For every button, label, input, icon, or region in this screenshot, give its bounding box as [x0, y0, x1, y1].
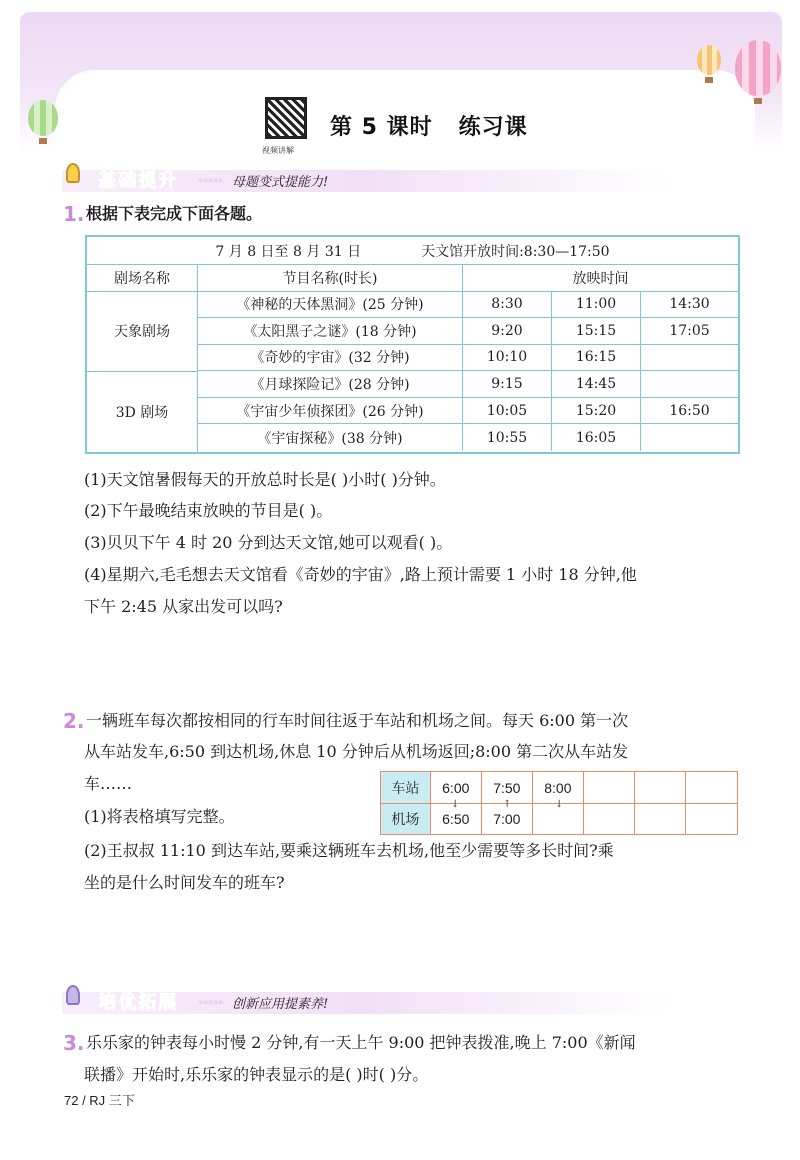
qr-caption: 视频讲解 — [262, 146, 294, 155]
sub-question: (1)天文馆暑假每天的开放总时长是( )小时( )分钟。 — [84, 470, 446, 489]
table-cell: 6:00 — [431, 772, 482, 803]
show-name: 《月球探险记》(28 分钟) — [198, 371, 463, 397]
show-time: 9:15 — [463, 371, 552, 397]
row-header: 机场 — [381, 804, 431, 834]
table-row — [87, 237, 738, 265]
page-footer: 72 / RJ 三下 — [64, 1093, 135, 1108]
blank-cell[interactable] — [635, 772, 686, 803]
row-header: 车站 — [381, 772, 431, 803]
sub-question-continued: 下午 2:45 从家出发可以吗? — [84, 597, 283, 616]
hot-air-balloon-icon — [735, 40, 781, 96]
shows-column — [198, 292, 738, 452]
question-stem: 乐乐家的钟表每小时慢 2 分钟,有一天上午 9:00 把钟表拨准,晚上 7:00《新闻 — [86, 1033, 636, 1052]
table-title-hours: 天文馆开放时间:8:30—17:50 — [421, 243, 610, 260]
show-time: 16:50 — [669, 402, 710, 419]
table-row — [198, 292, 738, 319]
sub-question: (1)将表格填写完整。 — [84, 807, 235, 826]
hot-air-balloon-icon — [28, 100, 58, 136]
show-name: 《神秘的天体黑洞》(25 分钟) — [198, 292, 463, 318]
table-row — [198, 345, 738, 372]
sub-question: (3)贝贝下午 4 时 20 分到达天文馆,她可以观看( )。 — [84, 533, 453, 552]
show-time: 10:10 — [463, 345, 552, 371]
table-title-dates: 7 月 8 日至 8 月 31 日 — [215, 243, 362, 260]
sub-question: (2)王叔叔 11:10 到达车站,要乘这辆班车去机场,他至少需要等多长时间?乘 — [84, 841, 614, 860]
blank-cell[interactable] — [584, 772, 635, 803]
question-stem-continued: 联播》开始时,乐乐家的钟表显示的是( )时( )分。 — [84, 1065, 429, 1084]
hot-air-balloon-icon — [697, 45, 721, 75]
show-time: 10:55 — [463, 424, 552, 451]
question-stem: 根据下表完成下面各题。 — [86, 204, 263, 223]
arrow-down-icon: ↓ — [451, 799, 460, 810]
show-name: 《太阳黑子之谜》(18 分钟) — [198, 318, 463, 344]
section-slogan: 创新应用提素养! — [232, 997, 329, 1012]
show-time: 10:05 — [463, 398, 552, 424]
show-time: 14:45 — [552, 371, 641, 397]
column-header: 节目名称(时长) — [198, 265, 463, 291]
arrow-up-icon: ↑ — [503, 799, 512, 810]
table-row — [198, 424, 738, 451]
question-number: 1. — [63, 202, 85, 226]
sub-question: (4)星期六,毛毛想去天文馆看《奇妙的宇宙》,路上预计需要 1 小时 18 分钟,他 — [84, 565, 637, 584]
balloon-basket-icon — [754, 98, 762, 104]
table-body — [87, 292, 738, 452]
show-name: 《宇宙少年侦探团》(26 分钟) — [198, 398, 463, 424]
sub-question-continued: 坐的是什么时间发车的班车? — [84, 873, 285, 892]
show-time: 8:30 — [463, 292, 552, 318]
show-name: 《宇宙探秘》(38 分钟) — [198, 424, 463, 451]
table-header-row — [87, 265, 738, 292]
lesson-number: 第 5 课时 — [330, 115, 433, 140]
table-title — [87, 237, 738, 264]
table-cell: 7:50 — [482, 772, 533, 803]
blank-cell[interactable] — [635, 804, 686, 834]
question-number: 3. — [63, 1031, 85, 1055]
column-header: 放映时间 — [572, 270, 629, 287]
show-time — [641, 424, 738, 451]
table-row — [198, 318, 738, 345]
arrow-down-icon: ↓ — [555, 799, 564, 810]
lesson-name: 练习课 — [458, 115, 528, 140]
section-title-part: 基础 — [98, 170, 138, 191]
schedule-table — [85, 235, 740, 454]
venue-name: 天象剧场 — [87, 292, 197, 372]
show-time: 15:15 — [552, 318, 641, 344]
question-stem-continued: 从车站发车,6:50 到达机场,休息 10 分钟后从机场返回;8:00 第二次从车站发 — [84, 742, 629, 761]
show-time: 9:20 — [463, 318, 552, 344]
sub-question: (2)下午最晚结束放映的节目是( )。 — [84, 501, 333, 520]
balloon-basket-icon — [39, 138, 47, 144]
page-title — [330, 110, 528, 141]
show-name: 《奇妙的宇宙》(32 分钟) — [198, 345, 463, 371]
question-number: 2. — [63, 709, 85, 733]
section-title-part: 提升 — [138, 170, 178, 191]
blank-cell[interactable] — [686, 772, 737, 803]
balloon-basket-icon — [705, 77, 713, 83]
lightbulb-icon — [66, 163, 80, 183]
section-title-basic — [98, 166, 178, 192]
table-cell: 7:00 — [482, 804, 533, 834]
show-time: 11:00 — [552, 292, 641, 318]
table-cell: 6:50 — [431, 804, 482, 834]
question-stem: 一辆班车每次都按相同的行车时间往返于车站和机场之间。每天 6:00 第一次 — [86, 711, 629, 730]
qr-code-icon[interactable] — [265, 97, 307, 139]
table-row — [198, 398, 738, 425]
column-header: 剧场名称 — [87, 265, 198, 291]
blank-cell[interactable] — [686, 804, 737, 834]
question-stem-continued: 车…… — [84, 774, 133, 793]
decorative-dots: ◦◦◦◦◦ — [198, 998, 223, 1009]
show-time — [641, 371, 738, 397]
show-time: 16:05 — [552, 424, 641, 451]
section-title-part: 培优 — [98, 992, 138, 1013]
blank-cell[interactable] — [584, 804, 635, 834]
section-slogan: 母题变式提能力! — [232, 175, 329, 190]
table-cell: 8:00 — [533, 772, 584, 803]
venue-name: 3D 剧场 — [115, 404, 169, 421]
decorative-dots: ◦◦◦◦◦ — [198, 176, 223, 187]
show-time: 15:20 — [552, 398, 641, 424]
table-row — [198, 371, 738, 398]
show-time: 16:15 — [552, 345, 641, 371]
show-time: 17:05 — [669, 322, 710, 339]
section-title-advanced — [98, 988, 178, 1014]
show-time — [641, 345, 738, 371]
section-title-part: 拓展 — [138, 992, 178, 1013]
rocket-icon — [66, 985, 80, 1005]
venue-column — [87, 292, 198, 452]
show-time: 14:30 — [669, 296, 710, 313]
